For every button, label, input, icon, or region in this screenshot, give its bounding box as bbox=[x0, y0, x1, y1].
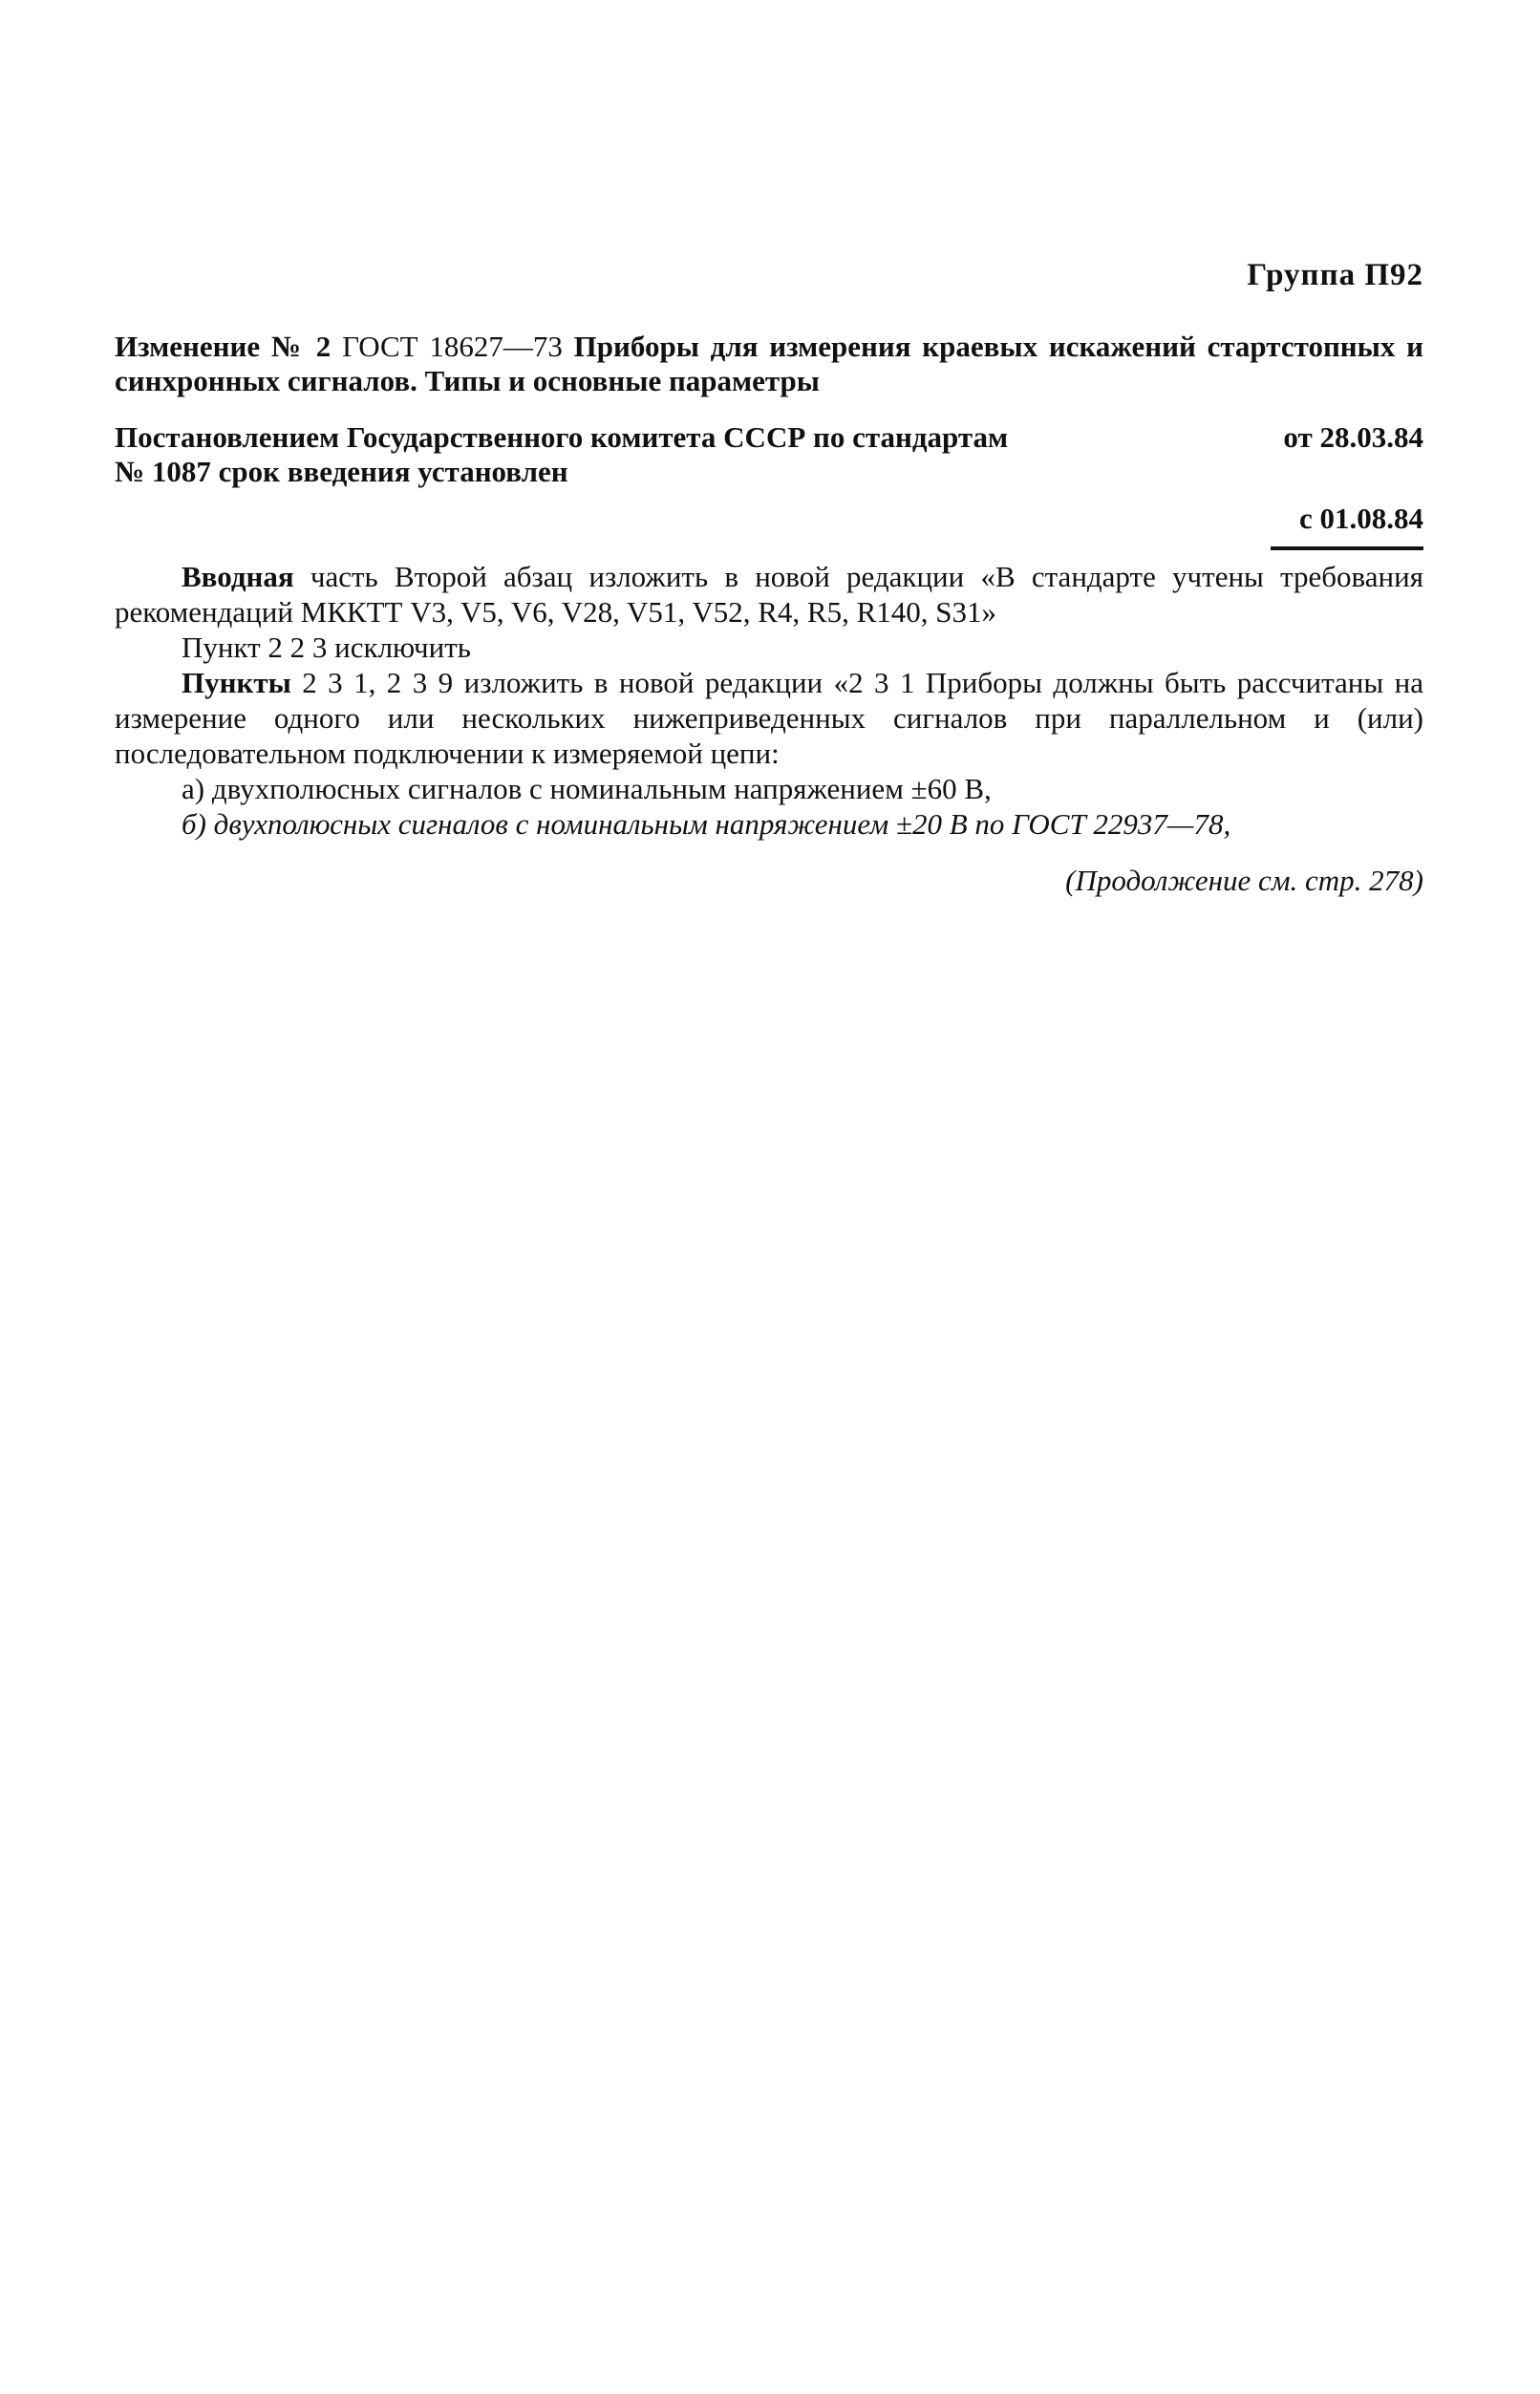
group-code: Группа П92 bbox=[1247, 258, 1423, 292]
amendment-number: Изменение № 2 bbox=[115, 330, 332, 363]
list-item-b: б) двухполюсных сигналов с номинальным напряжением ±20 В по ГОСТ 22937—78, bbox=[182, 807, 1231, 841]
decree-line-2: № 1087 срок введения установлен bbox=[115, 455, 568, 488]
decree-text: Постановлением Государственного комитета СССР по стандартам bbox=[115, 420, 1009, 454]
paragraph-points bbox=[115, 665, 1423, 771]
paragraph-exclude: Пункт 2 2 3 исключить bbox=[182, 631, 471, 664]
decree-line-1 bbox=[115, 420, 1423, 455]
list-item-a: а) двухполюсных сигналов с номинальным напряжением ±60 В, bbox=[182, 772, 992, 805]
continuation-note: (Продолжение см. стр. 278) bbox=[1065, 864, 1423, 897]
decree-date: от 28.03.84 bbox=[1283, 420, 1423, 454]
standard-number: ГОСТ 18627—73 bbox=[331, 330, 574, 363]
paragraph-intro bbox=[115, 559, 1423, 630]
amendment-title bbox=[115, 330, 1423, 398]
effective-date: с 01.08.84 bbox=[1298, 502, 1423, 535]
paragraph-intro-text: часть Второй абзац изложить в новой редакции «В стандарте учтены требования рекомендаций МККТТ V3, V5, V6, V28, V51, V52, R4, R5, R140, S31» bbox=[115, 560, 1423, 629]
decree-block bbox=[115, 420, 1423, 489]
paragraph-points-lead: Пункты bbox=[182, 666, 291, 699]
standard-title: Приборы для измерения краевых искажений стартстопных и синхронных сигналов. Типы и основные параметры bbox=[115, 330, 1424, 397]
amendment-body bbox=[115, 559, 1423, 898]
effective-date-rule bbox=[1271, 546, 1423, 550]
paragraph-points-text: 2 3 1, 2 3 9 изложить в новой редакции «2 3 1 Приборы должны быть рассчитаны на измерение одного или нескольких нижеприведенных сигналов при параллельном и (или) последовательном подключении к измеряемой цепи: bbox=[115, 666, 1423, 770]
paragraph-intro-lead: Вводная bbox=[182, 560, 294, 593]
